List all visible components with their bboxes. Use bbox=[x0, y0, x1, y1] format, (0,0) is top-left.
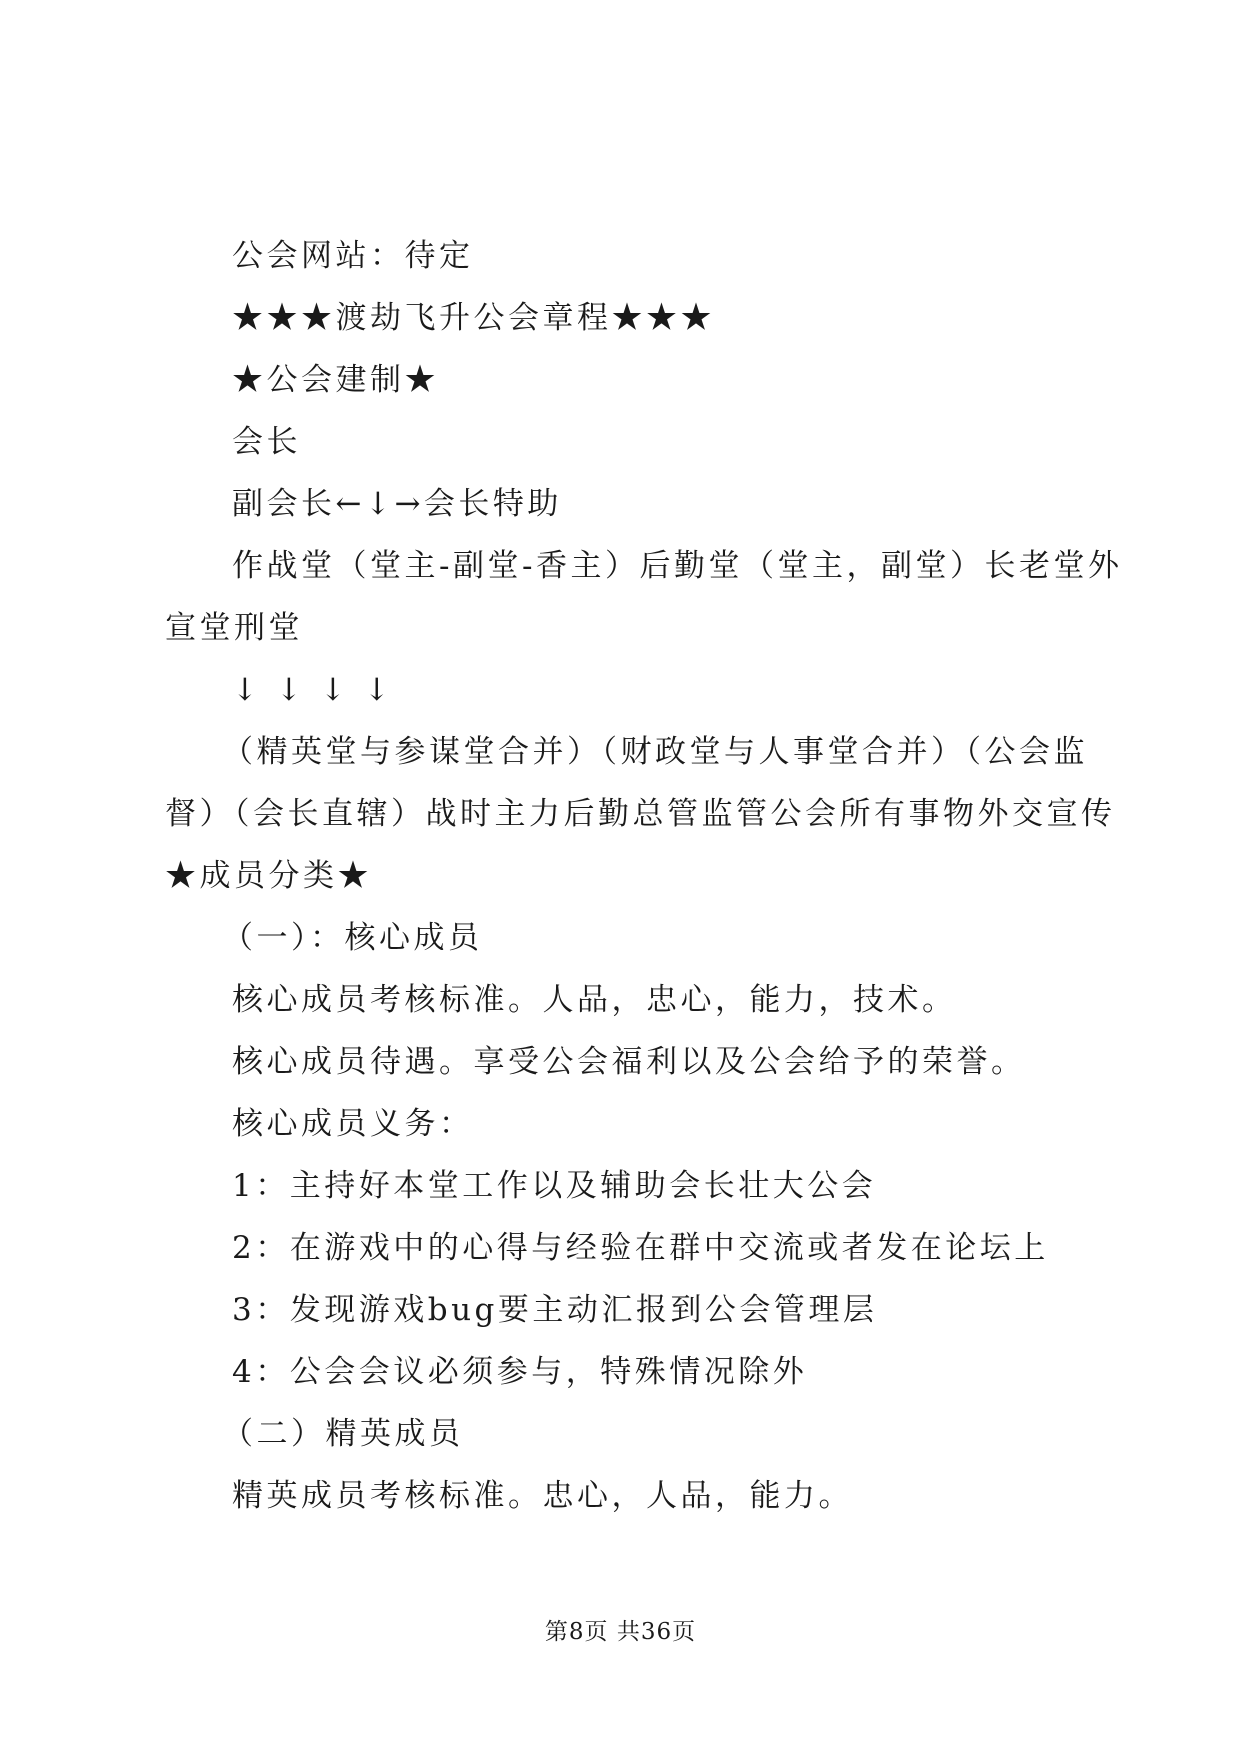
guild-website-line: 公会网站：待定 bbox=[232, 238, 474, 274]
subheading-elite-members: （二）精英成员 bbox=[222, 1416, 464, 1452]
core-member-duties-heading: 核心成员义务： bbox=[232, 1106, 474, 1142]
page-footer: 第8页 共36页 bbox=[544, 1619, 697, 1645]
duty-item-3: 3：发现游戏bug要主动汇报到公会管理层 bbox=[232, 1292, 878, 1328]
duty-item-1: 1：主持好本堂工作以及辅助会长壮大公会 bbox=[232, 1168, 877, 1204]
structure-line-merges-continued: 督）（会长直辖）战时主力后勤总管监管公会所有事物外交宣传 bbox=[165, 796, 1116, 832]
structure-arrows: ↓↓↓↓ bbox=[232, 672, 408, 708]
core-member-criteria: 核心成员考核标准。人品，忠心，能力，技术。 bbox=[232, 982, 957, 1018]
structure-line-merges: （精英堂与参谋堂合并）（财政堂与人事堂合并）（公会监 bbox=[222, 734, 1088, 770]
structure-line-halls: 作战堂（堂主-副堂-香主）后勤堂（堂主，副堂）长老堂外 bbox=[232, 548, 1123, 584]
structure-line-halls-continued: 宣堂刑堂 bbox=[165, 610, 303, 646]
structure-line-vice-president: 副会长←↓→会长特助 bbox=[232, 486, 562, 522]
elite-member-criteria: 精英成员考核标准。忠心，人品，能力。 bbox=[232, 1478, 853, 1514]
subheading-core-members: （一）：核心成员 bbox=[222, 920, 483, 956]
core-member-benefits: 核心成员待遇。享受公会福利以及公会给予的荣誉。 bbox=[232, 1044, 1026, 1080]
section-heading-member-types: ★成员分类★ bbox=[165, 858, 372, 894]
charter-title: ★★★渡劫飞升公会章程★★★ bbox=[232, 300, 715, 336]
section-heading-structure: ★公会建制★ bbox=[232, 362, 439, 398]
duty-item-4: 4：公会会议必须参与，特殊情况除外 bbox=[232, 1354, 808, 1390]
duty-item-2: 2：在游戏中的心得与经验在群中交流或者发在论坛上 bbox=[232, 1230, 1049, 1266]
structure-line-president: 会长 bbox=[232, 424, 301, 460]
